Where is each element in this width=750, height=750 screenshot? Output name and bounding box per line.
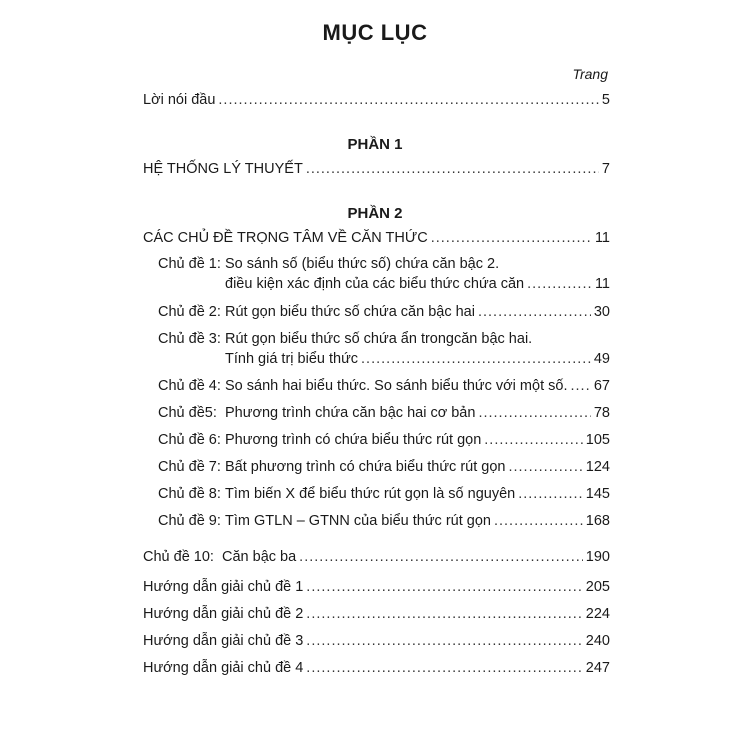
toc-entry-page: 224 [585,606,610,622]
toc-entry-guide-2[interactable] [143,606,610,622]
toc-entry-label: Tính giá trị biểu thức [225,351,359,367]
toc-entry-part2[interactable] [143,230,610,246]
topic-number: Chủ đề 8: [158,486,221,502]
part1-heading: PHẦN 1 [347,136,403,153]
toc-entry-label: HỆ THỐNG LÝ THUYẾT [143,161,303,177]
toc-entry-topic-6[interactable] [225,432,610,448]
topic-number: Chủ đề 2: [158,304,221,320]
toc-entry-page: 205 [585,579,610,595]
toc-entry-topic-2[interactable] [225,304,610,320]
toc-entry-topic-5[interactable] [225,405,610,421]
leader-dots [508,459,582,475]
leader-dots [484,432,583,448]
leader-dots [218,92,599,108]
topic-number: Chủ đề 3: [158,331,221,347]
topic-number: Chủ đề 6: [158,432,221,448]
toc-entry-page: 105 [585,432,610,448]
toc-entry-page: 5 [601,92,610,108]
leader-dots [570,378,590,394]
toc-entry-label: Rút gọn biểu thức số chứa căn bậc hai [225,304,475,320]
toc-entry-label: Hướng dẫn giải chủ đề 2 [143,606,304,622]
toc-entry-page: 168 [585,513,610,529]
toc-entry-topic-10[interactable] [222,549,610,565]
topic-number: Chủ đề 10: [143,549,214,565]
leader-dots [306,579,583,595]
toc-entry-page: 240 [585,633,610,649]
leader-dots [494,513,583,529]
toc-entry-page: 190 [585,549,610,565]
topic-title-line1: Rút gọn biểu thức số chứa ẩn trongcăn bậc hai. [225,331,533,347]
toc-entry-label: Bất phương trình có chứa biểu thức rút gọn [225,459,506,475]
page-column-header: Trang [572,66,608,82]
toc-entry-label: Lời nói đầu [143,92,216,108]
leader-dots [306,161,599,177]
topic-number: Chủ đề5: [158,405,217,421]
leader-dots [478,405,590,421]
toc-entry-part1[interactable] [143,161,610,177]
toc-entry-page: 49 [593,351,610,367]
toc-entry-topic-7[interactable] [225,459,610,475]
toc-entry-label: Hướng dẫn giải chủ đề 3 [143,633,304,649]
toc-entry-page: 78 [593,405,610,421]
leader-dots [478,304,591,320]
topic-title-line1: So sánh số (biểu thức số) chứa căn bậc 2. [225,256,500,272]
toc-entry-label: So sánh hai biểu thức. So sánh biểu thức với một số. [225,378,568,394]
toc-entry-label: Tìm biến X để biểu thức rút gọn là số nguyên [225,486,516,502]
toc-entry-label: Phương trình có chứa biểu thức rút gọn [225,432,482,448]
toc-entry-page: 124 [585,459,610,475]
toc-entry-topic-9[interactable] [225,513,610,529]
toc-entry-guide-3[interactable] [143,633,610,649]
toc-entry-topic-1[interactable] [225,276,610,292]
toc-entry-page: 30 [593,304,610,320]
toc-entry-page: 11 [594,230,610,246]
toc-entry-label: Tìm GTLN – GTNN của biểu thức rút gọn [225,513,491,529]
leader-dots [306,606,583,622]
toc-entry-topic-8[interactable] [225,486,610,502]
page-title: MỤC LỤC [322,20,428,45]
topic-number: Chủ đề 7: [158,459,221,475]
toc-entry-guide-4[interactable] [143,660,610,676]
toc-entry-label: điều kiện xác định của các biểu thức chứa căn [225,276,525,292]
part2-heading: PHẦN 2 [347,205,403,222]
toc-entry-page: 11 [594,276,610,292]
toc-entry-label: Phương trình chứa căn bậc hai cơ bản [225,405,476,421]
toc-entry-topic-4[interactable] [225,378,610,394]
leader-dots [361,351,591,367]
toc-entry-page: 67 [593,378,610,394]
toc-entry-page: 145 [585,486,610,502]
leader-dots [527,276,592,292]
toc-entry-preface[interactable] [143,92,610,108]
topic-number: Chủ đề 1: [158,256,221,272]
leader-dots [306,633,583,649]
toc-entry-label: Căn bậc ba [222,549,297,565]
toc-entry-label: CÁC CHỦ ĐỀ TRỌNG TÂM VỀ CĂN THỨC [143,230,428,246]
leader-dots [306,660,583,676]
toc-entry-label: Hướng dẫn giải chủ đề 1 [143,579,304,595]
toc-entry-page: 247 [585,660,610,676]
toc-entry-topic-3[interactable] [225,351,610,367]
leader-dots [431,230,592,246]
topic-number: Chủ đề 9: [158,513,221,529]
toc-entry-label: Hướng dẫn giải chủ đề 4 [143,660,304,676]
leader-dots [299,549,583,565]
toc-entry-page: 7 [601,161,610,177]
toc-entry-guide-1[interactable] [143,579,610,595]
leader-dots [518,486,583,502]
topic-number: Chủ đề 4: [158,378,221,394]
